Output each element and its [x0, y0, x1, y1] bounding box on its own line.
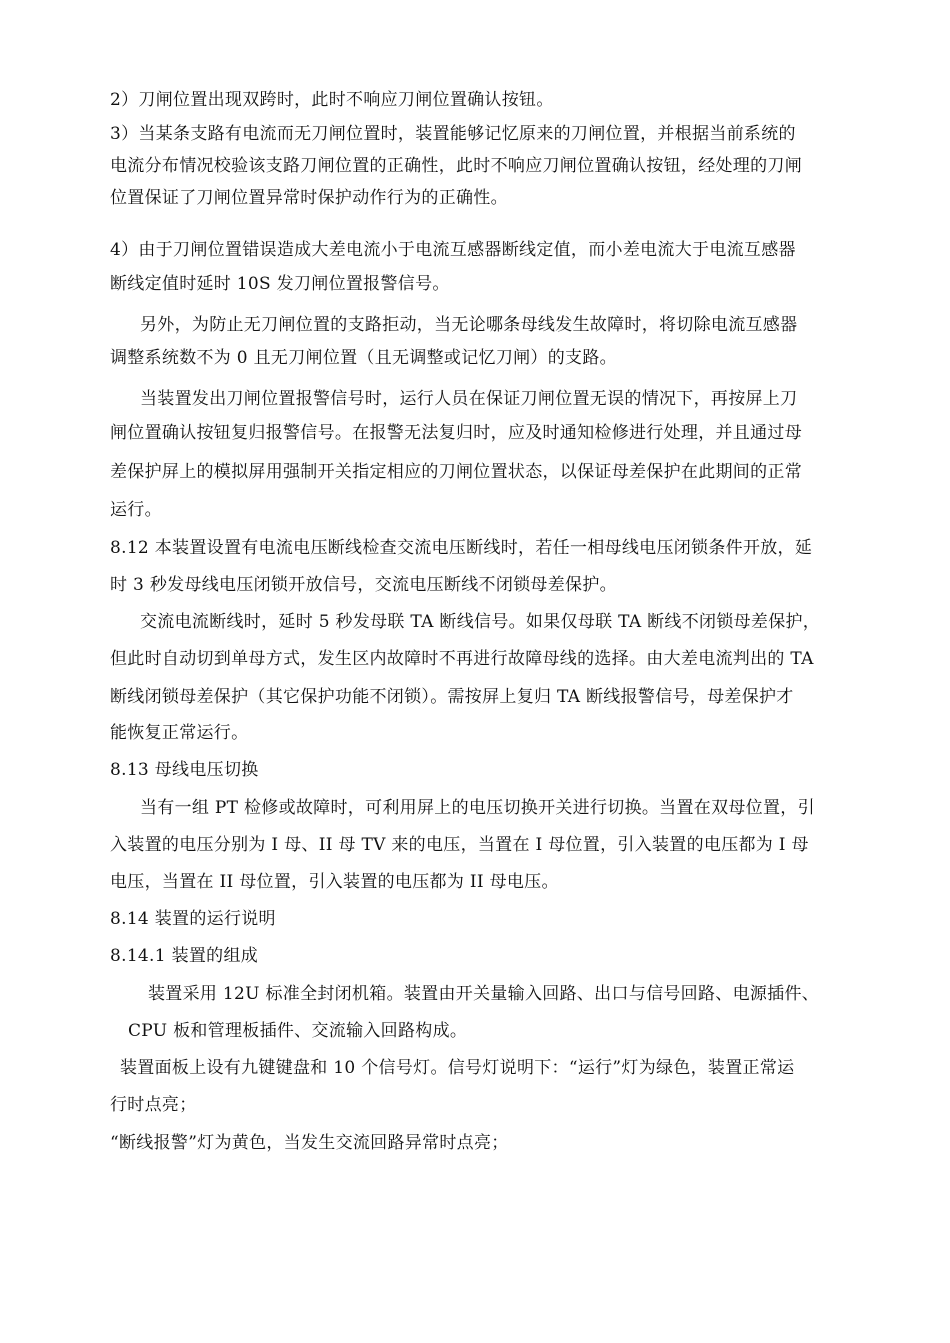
- text-line: “断线报警”灯为黄色，当发生交流回路异常时点亮；: [110, 1133, 509, 1153]
- text-line: 电流分布情况校验该支路刀闸位置的正确性，此时不响应刀闸位置确认按钮，经处理的刀闸: [110, 156, 802, 176]
- text-line: 时 3 秒发母线电压闭锁开放信号，交流电压断线不闭锁母差保护。: [110, 575, 617, 595]
- text-line: 断线闭锁母差保护（其它保护功能不闭锁）。需按屏上复归 TA 断线报警信号，母差保护才: [110, 687, 794, 707]
- text-line: 能恢复正常运行。: [110, 723, 249, 743]
- text-line: 调整系统数不为 0 且无刀闸位置（且无调整或记忆刀闸）的支路。: [110, 348, 617, 368]
- text-line: 4）由于刀闸位置错误造成大差电流小于电流互感器断线定值，而小差电流大于电流互感器: [110, 240, 796, 260]
- text-line: 差保护屏上的模拟屏用强制开关指定相应的刀闸位置状态，以保证母差保护在此期间的正常: [110, 462, 802, 482]
- text-line: 入装置的电压分别为 I 母、II 母 TV 来的电压，当置在 I 母位置，引入装置的电压都为 I 母: [110, 835, 809, 855]
- text-line: 当有一组 PT 检修或故障时，可利用屏上的电压切换开关进行切换。当置在双母位置，引: [140, 798, 815, 818]
- text-line: CPU 板和管理板插件、交流输入回路构成。: [128, 1021, 468, 1041]
- text-line: 闸位置确认按钮复归报警信号。在报警无法复归时，应及时通知检修进行处理，并且通过母: [110, 423, 802, 443]
- section-heading: 8.13 母线电压切换: [110, 760, 259, 780]
- text-line: 当装置发出刀闸位置报警信号时，运行人员在保证刀闸位置无误的情况下，再按屏上刀: [140, 389, 798, 409]
- text-line: 位置保证了刀闸位置异常时保护动作行为的正确性。: [110, 188, 508, 208]
- text-line: 另外，为防止无刀闸位置的支路拒动，当无论哪条母线发生故障时，将切除电流互感器: [140, 315, 798, 335]
- text-line: 装置面板上设有九键键盘和 10 个信号灯。信号灯说明下：“运行”灯为绿色，装置正常运: [120, 1058, 795, 1078]
- text-line: 2）刀闸位置出现双跨时，此时不响应刀闸位置确认按钮。: [110, 90, 554, 110]
- text-line: 3）当某条支路有电流而无刀闸位置时，装置能够记忆原来的刀闸位置，并根据当前系统的: [110, 124, 796, 144]
- text-line: 但此时自动切到单母方式，发生区内故障时不再进行故障母线的选择。由大差电流判出的 TA: [110, 649, 814, 669]
- text-line: 运行。: [110, 500, 162, 520]
- text-line: 8.12 本装置设置有电流电压断线检查交流电压断线时，若任一相母线电压闭锁条件开放，延: [110, 538, 813, 558]
- text-line: 电压，当置在 II 母位置，引入装置的电压都为 II 母电压。: [110, 872, 559, 892]
- text-line: 断线定值时延时 10S 发刀闸位置报警信号。: [110, 274, 450, 294]
- section-heading: 8.14 装置的运行说明: [110, 909, 276, 929]
- section-heading: 8.14.1 装置的组成: [110, 946, 259, 966]
- text-line: 交流电流断线时，延时 5 秒发母联 TA 断线信号。如果仅母联 TA 断线不闭锁母差保护，: [140, 612, 821, 632]
- text-line: 装置采用 12U 标准全封闭机箱。装置由开关量输入回路、出口与信号回路、电源插件、: [148, 984, 820, 1004]
- text-line: 行时点亮；: [110, 1095, 197, 1115]
